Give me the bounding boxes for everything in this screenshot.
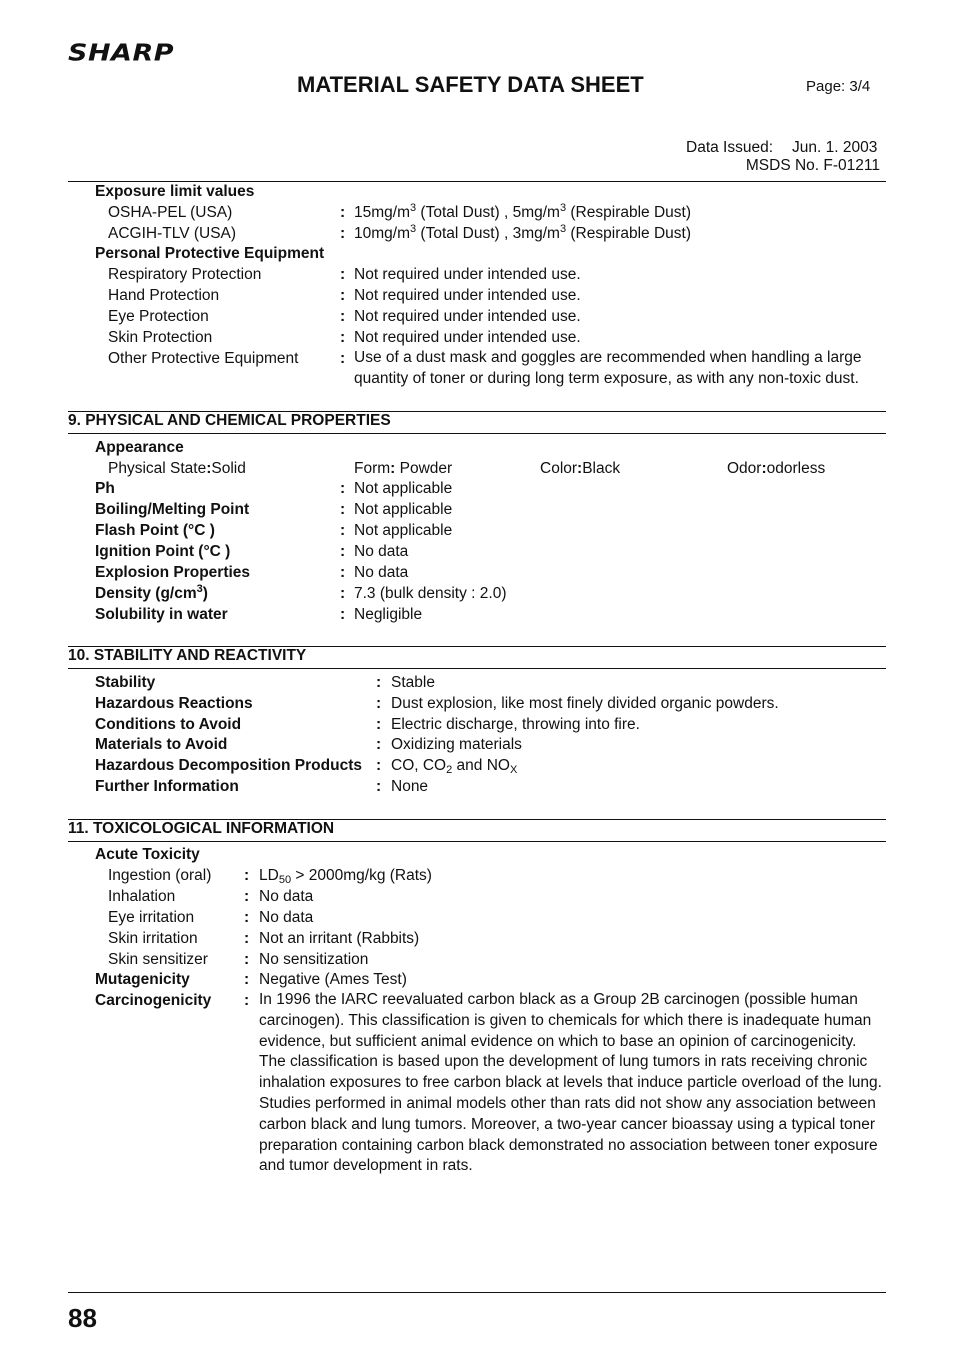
colon: :: [340, 501, 346, 518]
reactivity-label: Hazardous Decomposition Products: [95, 757, 362, 774]
acute-toxicity-heading: Acute Toxicity: [95, 846, 200, 863]
colon: :: [244, 930, 250, 947]
reactivity-label: Conditions to Avoid: [95, 716, 242, 733]
divider: [68, 181, 886, 182]
ppe-value: Not required under intended use.: [354, 329, 581, 346]
mutagenicity-value: Negative (Ames Test): [259, 971, 407, 988]
colon: :: [376, 716, 382, 733]
colon: :: [244, 888, 250, 905]
acgih-label: ACGIH-TLV (USA): [108, 225, 237, 242]
colon: :: [340, 287, 346, 304]
toxicity-value: No data: [259, 888, 314, 905]
mutagenicity-label: Mutagenicity: [95, 971, 190, 988]
physical-state: Physical State:Solid: [108, 460, 246, 477]
reactivity-label: Stability: [95, 674, 156, 691]
reactivity-value: Dust explosion, like most finely divided organic powders.: [391, 695, 779, 712]
colon: :: [340, 585, 346, 602]
colon: :: [376, 695, 382, 712]
property-value: No data: [354, 543, 409, 560]
toxicity-value: No data: [259, 909, 314, 926]
colon: :: [340, 543, 346, 560]
colon: :: [340, 522, 346, 539]
property-label: Density $(g/cm^3)$: [95, 583, 208, 602]
colon: :: [340, 225, 346, 242]
ppe-value: Use of a dust mask and goggles are recommended when handling a large quantity of toner or during long term exposure, as with any non-toxic dust.: [354, 349, 862, 387]
property-label: Flash Point (°C ): [95, 522, 215, 539]
exposure-heading: Exposure limit values: [95, 183, 255, 200]
colon: :: [244, 971, 250, 988]
colon: :: [376, 757, 382, 774]
msds-number: MSDS No. F-01211: [745, 157, 880, 174]
divider: [68, 841, 886, 842]
osha-label: OSHA-PEL (USA): [108, 204, 233, 221]
toxicity-label: Skin irritation: [108, 930, 198, 947]
colon: :: [244, 867, 250, 884]
ppe-value: Not required under intended use.: [354, 287, 581, 304]
toxicity-value: Not an irritant (Rabbits): [259, 930, 420, 947]
toxicity-label: Eye irritation: [108, 909, 195, 926]
reactivity-label: Materials to Avoid: [95, 736, 228, 753]
reactivity-label: Hazardous Reactions: [95, 695, 253, 712]
colon: :: [376, 674, 382, 691]
reactivity-value: Electric discharge, throwing into fire.: [391, 716, 640, 733]
property-label: Solubility in water: [95, 606, 228, 623]
colon: :: [244, 992, 250, 1009]
ppe-value: Not required under intended use.: [354, 308, 581, 325]
colon: :: [340, 329, 346, 346]
reactivity-label: Further Information: [95, 778, 239, 795]
property-label: Boiling/Melting Point: [95, 501, 250, 518]
property-value: Not applicable: [354, 501, 453, 518]
property-value: 7.3 (bulk density : 2.0): [354, 585, 507, 602]
toxicity-label: Skin sensitizer: [108, 951, 208, 968]
acgih-value: $10mg/m^3$ (Total Dust) , $3mg/m^3$ (Respirable Dust): [354, 223, 691, 242]
sharp-logo: SHARP: [68, 40, 175, 67]
divider: [68, 433, 886, 434]
appearance-heading: Appearance: [95, 439, 184, 456]
ppe-label: Hand Protection: [108, 287, 220, 304]
section-9-heading: 9. PHYSICAL AND CHEMICAL PROPERTIES: [68, 412, 391, 429]
page-number: 88: [68, 1303, 97, 1333]
reactivity-value: Oxidizing materials: [391, 736, 522, 753]
toxicity-value: No sensitization: [259, 951, 369, 968]
odor: Odor:odorless: [727, 460, 826, 477]
ppe-label: Eye Protection: [108, 308, 209, 325]
property-value: Negligible: [354, 606, 423, 623]
reactivity-value: CO, $CO_2$ and $NO_X$: [391, 757, 518, 776]
property-label: Ignition Point (°C ): [95, 543, 231, 560]
property-value: Not applicable: [354, 480, 453, 497]
property-label: Ph: [95, 480, 115, 497]
colon: :: [376, 736, 382, 753]
reactivity-value: Stable: [391, 674, 435, 691]
ppe-label: Other Protective Equipment: [108, 350, 299, 367]
colon: :: [340, 266, 346, 283]
section-10-heading: 10. STABILITY AND REACTIVITY: [68, 647, 307, 664]
ppe-label: Respiratory Protection: [108, 266, 262, 283]
property-value: No data: [354, 564, 409, 581]
toxicity-label: Ingestion (oral): [108, 867, 212, 884]
toxicity-label: Inhalation: [108, 888, 176, 905]
colon: :: [340, 308, 346, 325]
footer-divider: [68, 1292, 886, 1293]
section-11-heading: 11. TOXICOLOGICAL INFORMATION: [68, 820, 335, 837]
carcinogenicity-label: Carcinogenicity: [95, 992, 212, 1009]
property-value: Not applicable: [354, 522, 453, 539]
reactivity-value: None: [391, 778, 429, 795]
ppe-value: Not required under intended use.: [354, 266, 581, 283]
toxicity-value: $LD_{50} > 2000mg/kg$ (Rats): [259, 867, 432, 886]
divider: [68, 668, 886, 669]
page-indicator: Page: 3/4: [806, 78, 871, 95]
colon: :: [244, 909, 250, 926]
issued-label: Data Issued:: [686, 139, 774, 156]
ppe-heading: Personal Protective Equipment: [95, 245, 325, 262]
color: Color:Black: [540, 460, 621, 477]
colon: :: [244, 951, 250, 968]
colon: :: [376, 778, 382, 795]
property-label: Explosion Properties: [95, 564, 251, 581]
colon: :: [340, 204, 346, 221]
form: Form: Powder: [354, 460, 453, 477]
carcinogenicity-value: In 1996 the IARC reevaluated carbon black as a Group 2B carcinogen (possible human carcinogen). This classification is given to chemicals for which there is inadequate human evidence, but sufficient animal evidence on which to base an opinion of carcinogenicity. The classification is based upon the development of lung tumors in rats receiving chronic inhalation exposures to free carbon black at levels that induce particle overload of the lung. Studies performed in animal models other than rats did not show any association between carbon black and lung tumors. Moreover, a two-year cancer bioassay using a typical toner preparation containing carbon black demonstrated no association between toner exposure and tumor development in rats.: [259, 991, 882, 1175]
ppe-label: Skin Protection: [108, 329, 213, 346]
colon: :: [340, 564, 346, 581]
colon: :: [340, 606, 346, 623]
issued-date: Jun. 1. 2003: [792, 139, 878, 156]
colon: :: [340, 480, 346, 497]
colon: :: [340, 350, 346, 367]
document-title: MATERIAL SAFETY DATA SHEET: [297, 72, 644, 97]
osha-value: $15mg/m^3$ (Total Dust) , $5mg/m^3$ (Respirable Dust): [354, 202, 691, 221]
